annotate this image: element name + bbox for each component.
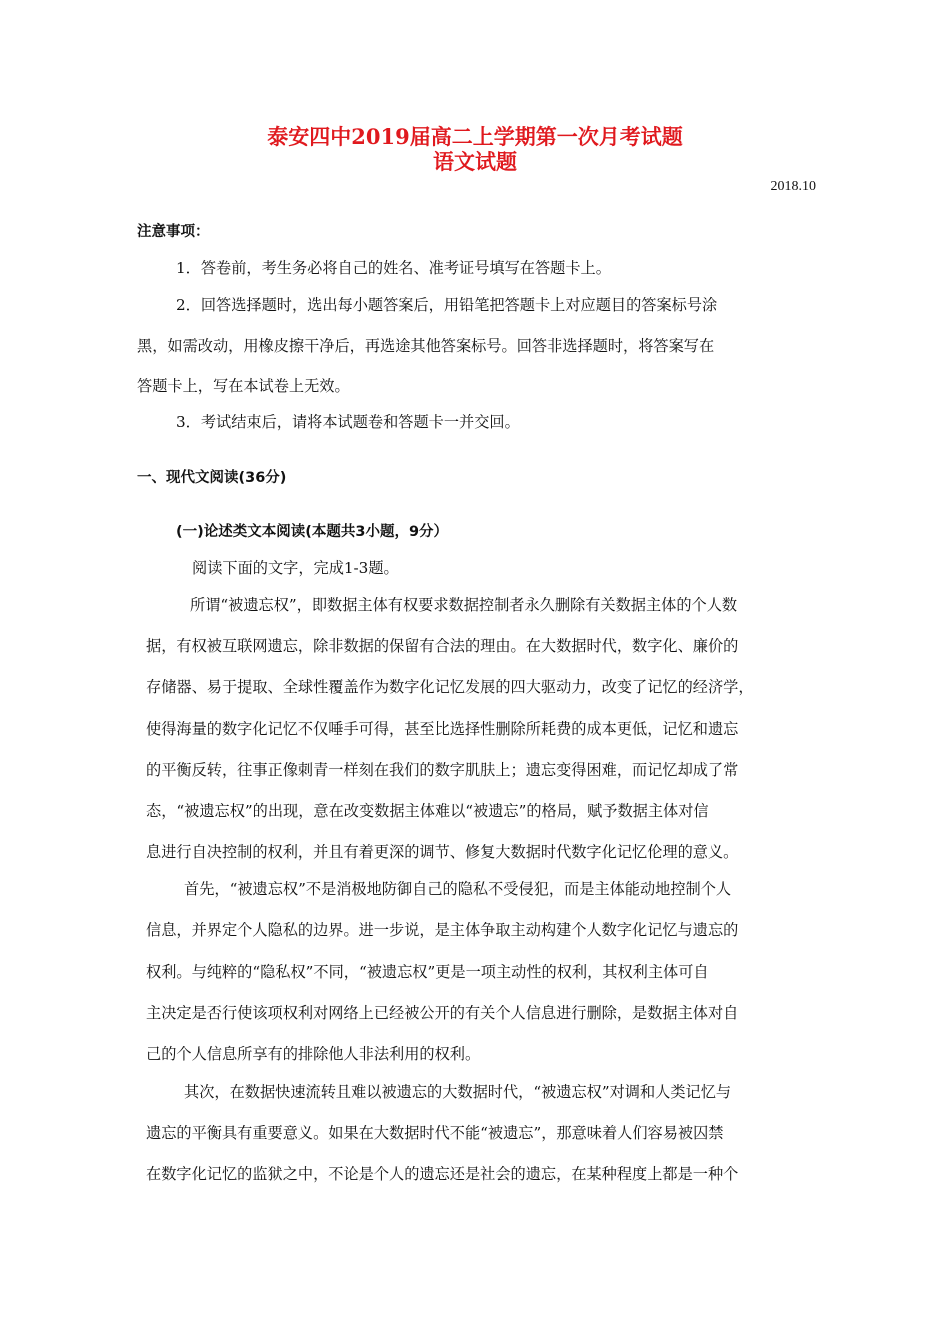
paragraph-2-line: 信息，并界定个人隐私的边界。进一步说，是主体争取主动构建个人数字化记忆与遗忘的 — [146, 921, 739, 939]
paragraph-1-line: 息进行自决控制的权利，并且有着更深的调节、修复大数据时代数字化记忆伦理的意义。 — [146, 843, 739, 861]
reading-instruction: 阅读下面的文字，完成1-3题。 — [192, 559, 399, 577]
notice-item-2-line-3: 答题卡上，写在本试卷上无效。 — [137, 377, 350, 395]
paragraph-2-line: 己的个人信息所享有的排除他人非法利用的权利。 — [146, 1045, 481, 1063]
paragraph-1-line: 态，“被遗忘权”的出现，意在改变数据主体难以“被遗忘”的格局，赋予数据主体对信 — [146, 802, 709, 820]
notice-item-2-line-2: 黑，如需改动，用橡皮擦干净后，再选途其他答案标号。回答非选择题时，将答案写在 — [137, 337, 715, 355]
paragraph-3-line: 其次，在数据快速流转且难以被遗忘的大数据时代，“被遗忘权”对调和人类记忆与 — [184, 1083, 732, 1101]
subsection-heading: (一)论述类文本阅读(本题共3小题，9分） — [176, 524, 449, 540]
exam-title: 泰安四中2019届高二上学期第一次月考试题 — [267, 124, 683, 149]
paragraph-2-line: 权利。与纯粹的“隐私权”不同，“被遗忘权”更是一项主动性的权利，其权利主体可自 — [146, 963, 709, 981]
notice-item-2-line-1: 2．回答选择题时，选出每小题答案后，用铅笔把答题卡上对应题目的答案标号涂 — [176, 296, 718, 314]
section-heading: 一、现代文阅读(36分) — [137, 470, 287, 486]
paragraph-2-line: 首先，“被遗忘权”不是消极地防御自己的隐私不受侵犯，而是主体能动地控制个人 — [184, 880, 732, 898]
paragraph-2-line: 主决定是否行使该项权利对网络上已经被公开的有关个人信息进行删除，是数据主体对自 — [146, 1004, 739, 1022]
paragraph-1-line: 的平衡反转，往事正像刺青一样刻在我们的数字肌肤上；遗忘变得困难，而记忆却成了常 — [146, 761, 739, 779]
notice-item-1: 1．答卷前，考生务必将自己的姓名、准考证号填写在答题卡上。 — [176, 259, 611, 277]
paragraph-1-line: 存储器、易于提取、全球性覆盖作为数字化记忆发展的四大驱动力，改变了记忆的经济学， — [146, 678, 754, 696]
exam-subject-title: 语文试题 — [433, 149, 517, 174]
notice-heading: 注意事项： — [137, 224, 210, 240]
notice-item-3: 3．考试结束后，请将本试题卷和答题卡一并交回。 — [176, 413, 520, 431]
paragraph-3-line: 在数字化记忆的监狱之中，不论是个人的遗忘还是社会的遗忘，在某种程度上都是一种个 — [146, 1165, 739, 1183]
paragraph-3-line: 遗忘的平衡具有重要意义。如果在大数据时代不能“被遗忘”，那意味着人们容易被囚禁 — [146, 1124, 724, 1142]
exam-date: 2018.10 — [770, 179, 816, 194]
paragraph-1-line: 使得海量的数字化记忆不仅唾手可得，甚至比选择性删除所耗费的成本更低，记忆和遗忘 — [146, 720, 739, 738]
paragraph-1-line: 所谓“被遗忘权”，即数据主体有权要求数据控制者永久删除有关数据主体的个人数 — [190, 596, 738, 614]
paragraph-1-line: 据，有权被互联网遗忘，除非数据的保留有合法的理由。在大数据时代，数字化、廉价的 — [146, 637, 739, 655]
